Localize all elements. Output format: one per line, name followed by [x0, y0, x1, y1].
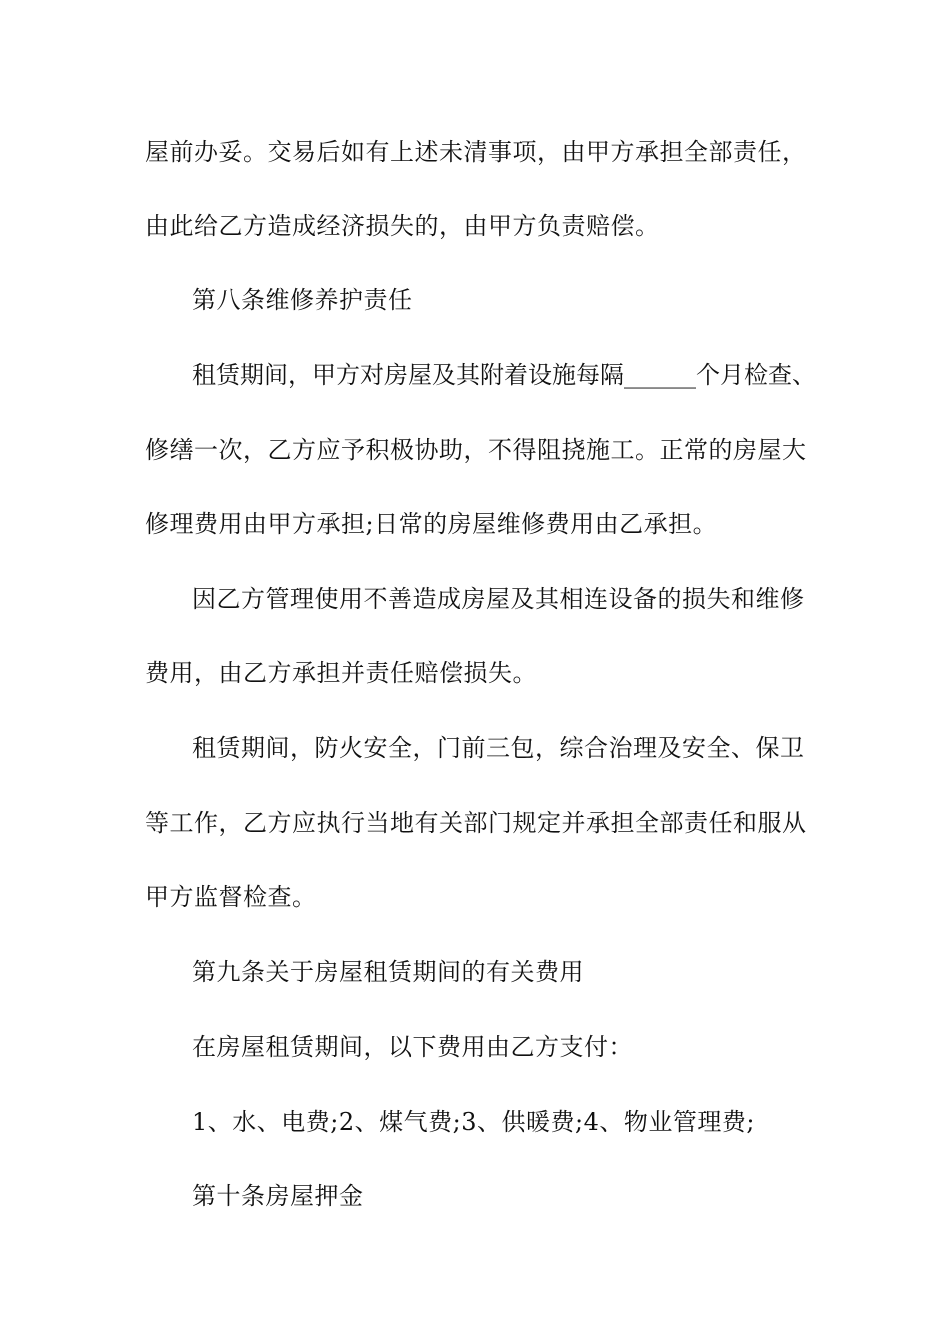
article-heading: 第十条房屋押金 [192, 1182, 364, 1210]
article-heading: 第九条关于房屋租赁期间的有关费用 [192, 958, 584, 986]
body-text-line: 在房屋租赁期间，以下费用由乙方支付： [192, 1033, 633, 1061]
body-text-line: 因乙方管理使用不善造成房屋及其相连设备的损失和维修 [192, 585, 805, 613]
body-text-line: 租赁期间，防火安全，门前三包，综合治理及安全、保卫 [192, 734, 805, 762]
body-text-line: 屋前办妥。交易后如有上述未清事项，由甲方承担全部责任， [145, 138, 807, 166]
body-text-line: 1、水、电费;2、煤气费;3、供暖费;4、物业管理费; [192, 1108, 755, 1136]
body-text-line: 修缮一次，乙方应予积极协助，不得阻挠施工。正常的房屋大 [145, 436, 807, 464]
body-text-line: 修理费用由甲方承担;日常的房屋维修费用由乙承担。 [145, 510, 718, 538]
body-text-line: 由此给乙方造成经济损失的，由甲方负责赔偿。 [145, 212, 660, 240]
article-heading: 第八条维修养护责任 [192, 286, 413, 314]
body-text-line: 费用，由乙方承担并责任赔偿损失。 [145, 659, 537, 687]
body-text-line: 等工作，乙方应执行当地有关部门规定并承担全部责任和服从 [145, 809, 807, 837]
body-text-line: 甲方监督检查。 [145, 883, 317, 911]
body-text-line: 租赁期间，甲方对房屋及其附着设施每隔______个月检查、 [192, 361, 816, 389]
